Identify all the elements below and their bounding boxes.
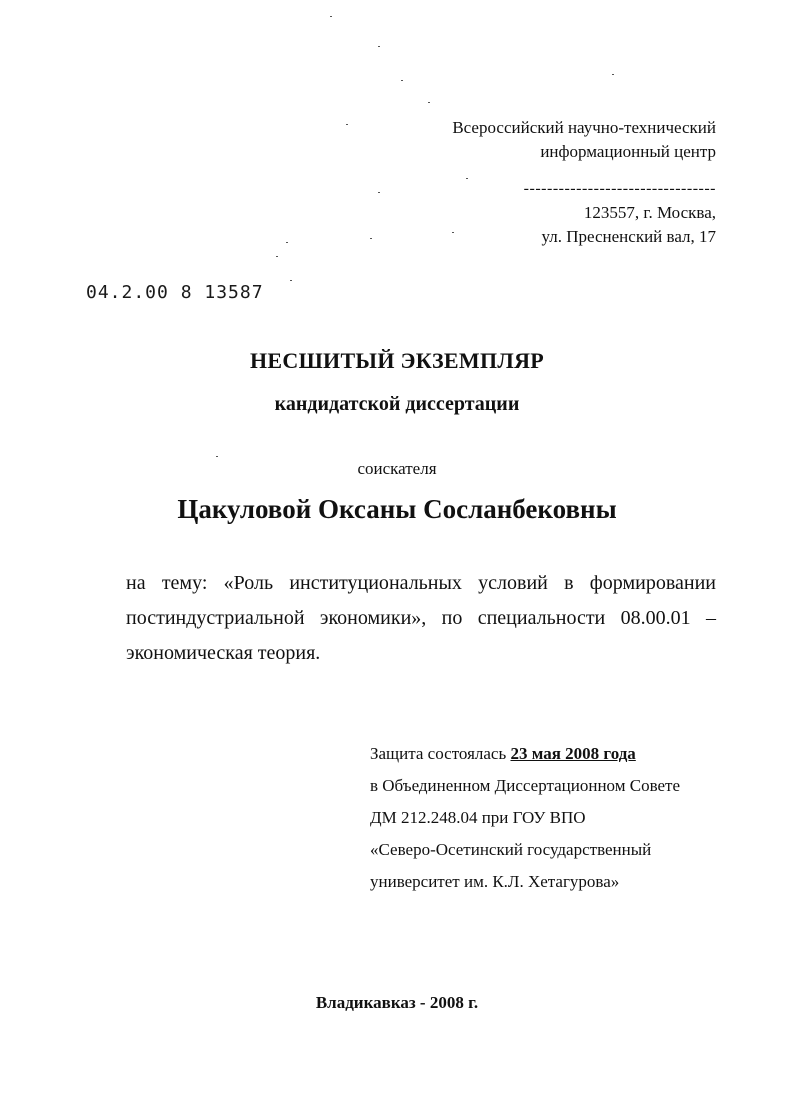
scan-speck (346, 124, 348, 125)
org-name (452, 116, 716, 164)
scan-speck (401, 80, 403, 81)
scan-speck (612, 74, 614, 75)
scan-speck (452, 232, 454, 233)
dash-divider: --------------------------------- (523, 180, 716, 197)
scan-speck (216, 456, 218, 457)
defense-line-3: ДМ 212.248.04 при ГОУ ВПО (370, 808, 586, 827)
defense-line-4: «Северо-Осетинский государственный (370, 840, 652, 859)
scan-speck (330, 16, 332, 17)
thesis-topic (126, 566, 716, 671)
defense-line-2: в Объединенном Диссертационном Совете (370, 776, 681, 795)
applicant-name: Цакуловой Оксаны Сосланбековны (177, 494, 617, 524)
scan-speck (466, 178, 468, 179)
scan-speck (370, 238, 372, 239)
org-address (542, 201, 717, 249)
page-title: НЕСШИТЫЙ ЭКЗЕМПЛЯР (250, 348, 544, 373)
scan-speck (286, 242, 288, 243)
scan-speck (276, 256, 278, 257)
scan-speck (428, 102, 430, 103)
defense-line-5: университет им. К.Л. Хетагурова» (370, 872, 620, 891)
defense-date: 23 мая 2008 года (510, 744, 636, 763)
scan-speck (290, 280, 292, 281)
org-line-2: информационный центр (540, 142, 716, 161)
registration-code: 04.2.00 8 13587 (86, 282, 264, 303)
topic-line-1: на тему: «Роль институциональных условий в формировании (126, 572, 716, 594)
topic-line-2: постиндустриальной экономики», по специальности 08.00.01 – (126, 607, 716, 629)
address-line-2: ул. Пресненский вал, 17 (541, 227, 716, 246)
scan-speck (378, 46, 380, 47)
defense-prefix: Защита состоялась (370, 744, 511, 763)
defense-line-1 (370, 738, 680, 770)
defense-info (370, 738, 680, 898)
address-line-1: 123557, г. Москва, (583, 203, 716, 222)
scan-speck (378, 192, 380, 193)
topic-line-3: экономическая теория. (126, 642, 321, 664)
org-line-1: Всероссийский научно-технический (452, 118, 716, 137)
city-year: Владикавказ - 2008 г. (315, 993, 479, 1012)
page-subtitle: кандидатской диссертации (274, 393, 520, 415)
applicant-role: соискателя (357, 459, 437, 478)
